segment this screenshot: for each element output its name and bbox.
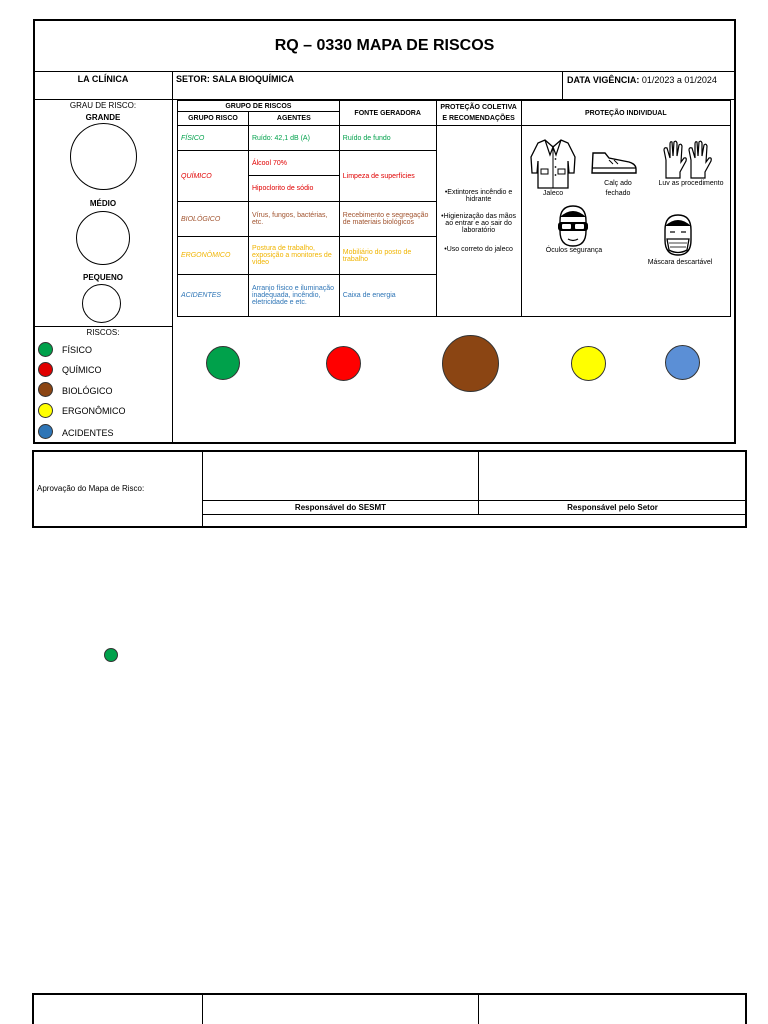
col-individual-header: PROTEÇÃO INDIVIDUAL	[521, 101, 730, 126]
risk-degree-medium-circle	[76, 211, 130, 265]
row-quimico-source: Limpeza de superfícies	[339, 151, 436, 202]
epi-label-calcado: Calç ado fechado	[604, 180, 632, 197]
epi-label-luvas: Luv as procedimento	[658, 180, 724, 187]
legend-label-ergonomico: ERGONÔMICO	[62, 406, 126, 416]
row-acidentes-source: Caixa de energia	[339, 275, 436, 317]
legend-dot-biologico	[38, 382, 53, 397]
row-fisico-source: Ruído de fundo	[339, 126, 436, 151]
map-circle-acidentes	[665, 345, 700, 380]
legend-label-acidentes: ACIDENTES	[62, 428, 114, 438]
map-circle-fisico	[206, 346, 240, 380]
gloves-icon	[661, 138, 715, 182]
collective-item-3: •Uso correto do jaleco	[444, 246, 513, 253]
page-title: RQ – 0330 MAPA DE RISCOS	[274, 37, 495, 54]
row-quimico-agent-1: Álcool 70%	[248, 151, 339, 176]
closed-shoe-icon	[589, 148, 639, 176]
validity-value: 01/2023 a 01/2024	[641, 75, 717, 85]
safety-goggles-icon	[555, 203, 591, 249]
map-circle-quimico	[326, 346, 361, 381]
map-circle-biologico	[442, 335, 499, 392]
risk-degree-small-circle	[82, 284, 121, 323]
legend-label-quimico: QUÍMICO	[62, 365, 102, 375]
validity-label: DATA VIGÊNCIA:	[567, 75, 640, 85]
legend-dot-acidentes	[38, 424, 53, 439]
risk-degree-large-label: GRANDE	[85, 113, 121, 122]
collective-item-2: •Higienização das mãos ao entrar e ao sair do laboratório	[441, 213, 516, 234]
col-group-header: GRUPO RISCO	[178, 112, 249, 126]
collective-protection-cell	[436, 126, 521, 317]
risk-degree-small-label: PEQUENO	[82, 273, 123, 282]
group-header: GRUPO DE RISCOS	[178, 101, 340, 112]
row-ergonomico-agent: Postura de trabalho, exposição a monitores de vídeo	[248, 237, 339, 275]
risk-degree-large-circle	[70, 123, 137, 190]
floor-marker-dot	[104, 648, 118, 662]
row-quimico-group: QUÍMICO	[178, 151, 249, 202]
lab-coat-icon	[528, 137, 578, 191]
row-acidentes-agent: Arranjo físico e iluminação inadequada, incêndio, eletricidade e etc.	[248, 275, 339, 317]
validity	[567, 74, 733, 86]
legend-title: RISCOS:	[86, 328, 120, 337]
row-fisico-agent: Ruído: 42,1 dB (A)	[248, 126, 339, 151]
col-collective-header: PROTEÇÃO COLETIVA E RECOMENDAÇÕES	[436, 101, 521, 126]
epi-label-mascara: Máscara descartável	[647, 259, 713, 266]
sector-name: SETOR: SALA BIOQUÍMICA	[176, 74, 295, 84]
epi-label-jaleco: Jaleco	[542, 190, 564, 197]
legend-label-biologico: BIOLÓGICO	[62, 386, 113, 396]
row-biologico-agent: Vírus, fungos, bactérias, etc.	[248, 202, 339, 237]
clinic-name: LA CLÍNICA	[77, 74, 129, 84]
legend-label-fisico: FÍSICO	[62, 345, 93, 355]
risk-table	[177, 100, 731, 317]
legend-dot-ergonomico	[38, 403, 53, 418]
row-biologico-source: Recebimento e segregação de materiais biológicos	[339, 202, 436, 237]
row-acidentes-group: ACIDENTES	[178, 275, 249, 317]
col-agents-header: AGENTES	[248, 112, 339, 126]
next-page-box	[32, 993, 747, 1024]
risk-degree-title: GRAU DE RISCO:	[69, 101, 137, 110]
row-ergonomico-group: ERGONÔMICO	[178, 237, 249, 275]
legend-dot-fisico	[38, 342, 53, 357]
legend-dot-quimico	[38, 362, 53, 377]
row-fisico-group: FÍSICO	[178, 126, 249, 151]
face-mask-icon	[660, 212, 696, 258]
collective-item-1: •Extintores incêndio e hidrante	[444, 189, 513, 203]
row-biologico-group: BIOLÓGICO	[178, 202, 249, 237]
risk-degree-medium-label: MÉDIO	[89, 199, 117, 208]
row-ergonomico-source: Mobiliário do posto de trabalho	[339, 237, 436, 275]
row-quimico-agent-2: Hipoclorito de sódio	[248, 176, 339, 202]
col-source-header: FONTE GERADORA	[339, 101, 436, 126]
approval-sector-label: Responsável pelo Setor	[567, 503, 658, 512]
approval-label: Aprovação do Mapa de Risco:	[37, 484, 145, 493]
approval-sesmt-label: Responsável do SESMT	[294, 503, 387, 512]
map-circle-ergonomico	[571, 346, 606, 381]
epi-label-oculos: Óculos segurança	[545, 247, 603, 254]
